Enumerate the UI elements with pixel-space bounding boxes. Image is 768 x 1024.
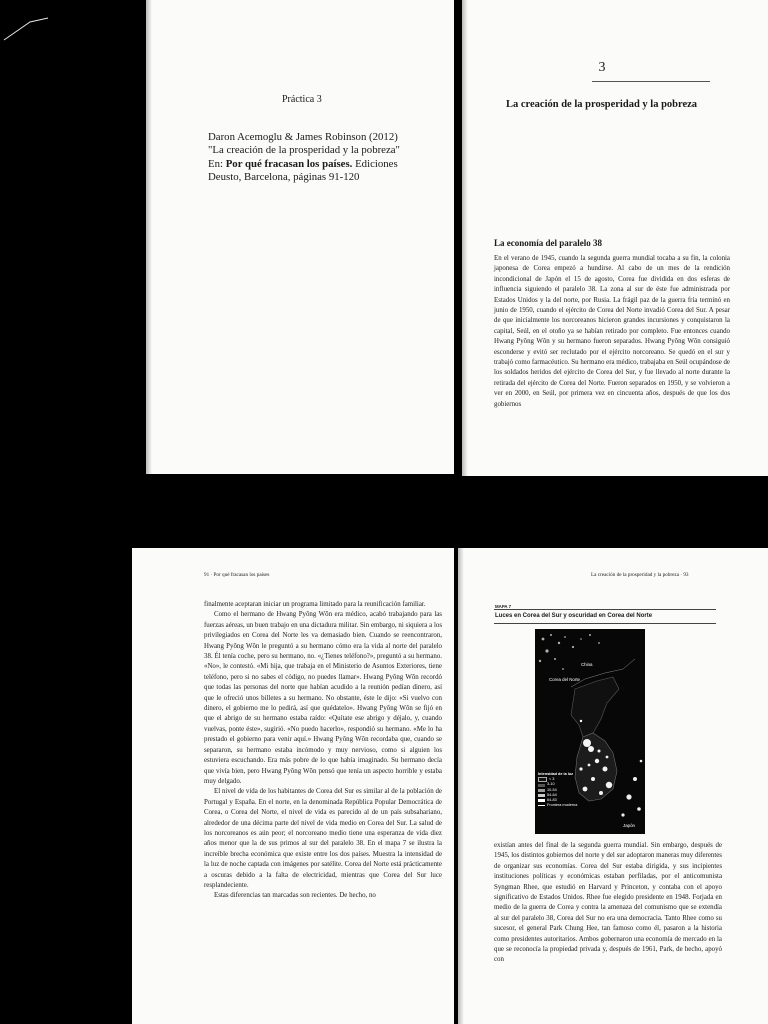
place-label-north-korea: Corea del Norte	[549, 677, 580, 682]
legend-swatch	[538, 777, 547, 782]
paragraph: Estas diferencias tan marcadas son recientes. De hecho, no	[214, 892, 376, 900]
scan-edge	[146, 0, 152, 474]
reference-publisher-start: Ediciones	[352, 157, 398, 170]
legend-border-line	[538, 805, 545, 806]
legend-swatch	[538, 789, 545, 792]
legend-swatch	[538, 799, 545, 802]
legend-label: 64-83	[547, 798, 557, 803]
page-practica-cover	[146, 0, 454, 474]
legend-label: 10-54	[547, 787, 557, 792]
reference-book-prefix: En:	[208, 157, 226, 170]
practice-label: Práctica 3	[282, 94, 322, 105]
reference-block	[208, 131, 448, 185]
paragraph: El nivel de vida de los habitantes de Corea del Sur es similar al de la población de Portugal y España. En el norte, en la denominada República Popular Democrática de Corea, o Corea del Norte, el nivel de vida es parecido al de un país subsahariano, alrededor de una décima parte del nivel de vida medio en Corea del Sur. La salud de los norcoreanos es aún peor; el norcoreano medio tiene una esperanza de vida diez años menor que la de sus primos al sur del paralelo 38. En el mapa 7 se ilustra la increíble brecha económica que existe entre los dos países. Muestra la intensidad de la luz de noche captada con imágenes por satélite. Corea del Norte está prácticamente a oscuras debido a la falta de electricidad, mientras que Corea del Sur luce resplandeciente.	[204, 788, 442, 889]
reference-authors: Daron Acemoglu & James Robinson (2012)	[208, 131, 398, 143]
page-91	[132, 548, 454, 1024]
paragraph: Como el hermano de Hwang Pyŏng Wŏn era médico, acabó trabajando para las fuerzas aéreas, un buen trabajo en una dictadura militar. Sin embargo, ni siquiera a los privilegiados en Corea del Norte les va demasiado bien. Cuando se reencontraron, Hwang Pyŏng Wŏn le preguntó a su hermano cómo era la vida al norte del paralelo 38. Él tenía coche, pero su hermano, no. «¿Tienes teléfono?», preguntó a su hermano. «No», le contestó. «Mi hija, que trabaja en el Ministerio de Asuntos Exteriores, tiene teléfono, pero si no sabes el código, no puedes llamar». Hwang Pyŏng Wŏn recordó que todas las personas del norte que habían acudido a la reunión pedían dinero, así que le ofreció unos billetes a su hermano. No obstante, éste le dijo: «Si vuelvo con dinero, el gobierno me lo pedirá, así que quédatelo». Hwang Pyŏng Wŏn se fijó en que el abrigo de su hermano estaba raído: «Quítate ese abrigo y déjalo, y, cuando vuelvas, ponte éste», sugirió. «No puedo hacerlo», respondió su hermano. «Me lo ha prestado el gobierno para venir aquí.» Hwang Pyŏng Wŏn recordaba que, cuando se separaron, su hermano estaba incómodo y muy nervioso, como si alguien los estuviera escuchando. Era más pobre de lo que había imaginado. Su hermano decía que vivía bien, pero Hwang Pyŏng Wŏn pensó que tenía un aspecto horrible y estaba muy delgado.	[204, 611, 442, 785]
running-head: 91 · Por qué fracasan los países	[204, 572, 270, 578]
reference-publisher: Deusto, Barcelona, páginas 91-120	[208, 171, 360, 184]
page-chapter-opening	[462, 0, 768, 476]
scan-artifact	[0, 0, 140, 60]
paragraph: finalmente aceptaran iniciar un programa limitado para la reunificación familiar.	[204, 601, 426, 608]
reference-book-title: Por qué fracasan los países.	[225, 157, 353, 170]
legend-swatch	[538, 784, 545, 787]
chapter-number: 3	[598, 60, 606, 75]
legend-swatch	[538, 794, 545, 797]
paragraph: En el verano de 1945, cuando la segunda guerra mundial tocaba a su fin, la colonia japonesa de Corea empezó a hundirse. Al cabo de un mes de la rendición incondicional de Japón el 15 de agosto, Corea fue dividida en dos esferas de influencia siguiendo el paralelo 38. La zona al sur de éste fue administrada por Estados Unidos y la del norte, por Rusia. La frágil paz de la guerra fría terminó en junio de 1950, cuando el ejército de Corea del Norte invadió Corea del Sur. A pesar de que inicialmente los norcoreanos hicieron grandes incursiones y conquistaron la capital, Seúl, en el otoño ya se habían retirado por completo. Fue entonces cuando Hwang Pyŏng Wŏn y su hermano fueron separados. Hwang Pyŏng Wŏn consiguió esconderse y evitó ser reclutado por el ejército norcoreano. Se quedó en el sur y trabajó como farmacéutico. Su hermano era médico, trabajaba en Seúl ocupándose de los soldados heridos del ejército de Corea del Sur, y fue llevado al norte durante la retirada del ejército de Corea del Norte. Fueron separados en 1950, y se volvieron a ver en 2000, en Seúl, por primera vez en cincuenta años, después de que los dos gobiernos	[494, 255, 730, 408]
body-text	[494, 841, 722, 966]
legend-label: < 3	[549, 777, 555, 782]
reference-chapter: "La creación de la prosperidad y la pobreza"	[208, 144, 400, 157]
chapter-title: La creación de la prosperidad y la pobreza	[506, 99, 698, 110]
place-label-japan: Japón	[623, 823, 635, 828]
legend-label: 54-64	[547, 792, 557, 797]
scan-edge	[458, 548, 464, 1024]
legend-label: 3-10	[547, 782, 555, 787]
map-rule-top	[494, 609, 716, 610]
body-text	[204, 600, 442, 902]
legend-title: Intensidad de la luz	[538, 772, 574, 776]
page-93	[458, 548, 768, 1024]
chapter-rule	[592, 81, 710, 82]
map-rule-bottom	[494, 623, 716, 624]
map-legend	[538, 772, 577, 808]
reference-book-line	[208, 158, 448, 171]
map-label: MAPA 7	[495, 604, 512, 609]
paragraph: existían antes del final de la segunda guerra mundial. Sin embargo, después de 1945, los distintos gobiernos del norte y del sur adoptaron maneras muy diferentes de organizar sus economías. Corea del Sur estaba dirigida, y sus incipientes instituciones políticas y económicas estaban perfiladas, por el anticomunista Syngman Rhee, que estudió en Harvard y Princeton, y contaba con el apoyo significativo de Estados Unidos. Rhee fue elegido presidente en 1948. Forjada en medio de la guerra de Corea y contra la amenaza del comunismo que se extendía al sur del paralelo 38, Corea del Sur no era una democracia. Tanto Rhee como su sucesor, el general Park Chung Hee, tan famoso como él, pasaron a la historia como presidentes autoritarios. Ambos gobernaron una economía de mercado en la que se reconocía la propiedad privada y, después de 1961, Park, de hecho, apoyó con	[494, 842, 722, 964]
body-text	[494, 254, 730, 410]
night-lights-map	[535, 629, 645, 834]
map-title: Luces en Corea del Sur y oscuridad en Corea del Norte	[495, 613, 653, 619]
place-label-china: China	[581, 662, 593, 667]
running-head: La creación de la prosperidad y la pobreza · 93	[591, 572, 689, 578]
section-heading: La economía del paralelo 38	[494, 238, 602, 248]
legend-item	[538, 803, 577, 808]
legend-label: Frontera moderna	[547, 803, 578, 808]
